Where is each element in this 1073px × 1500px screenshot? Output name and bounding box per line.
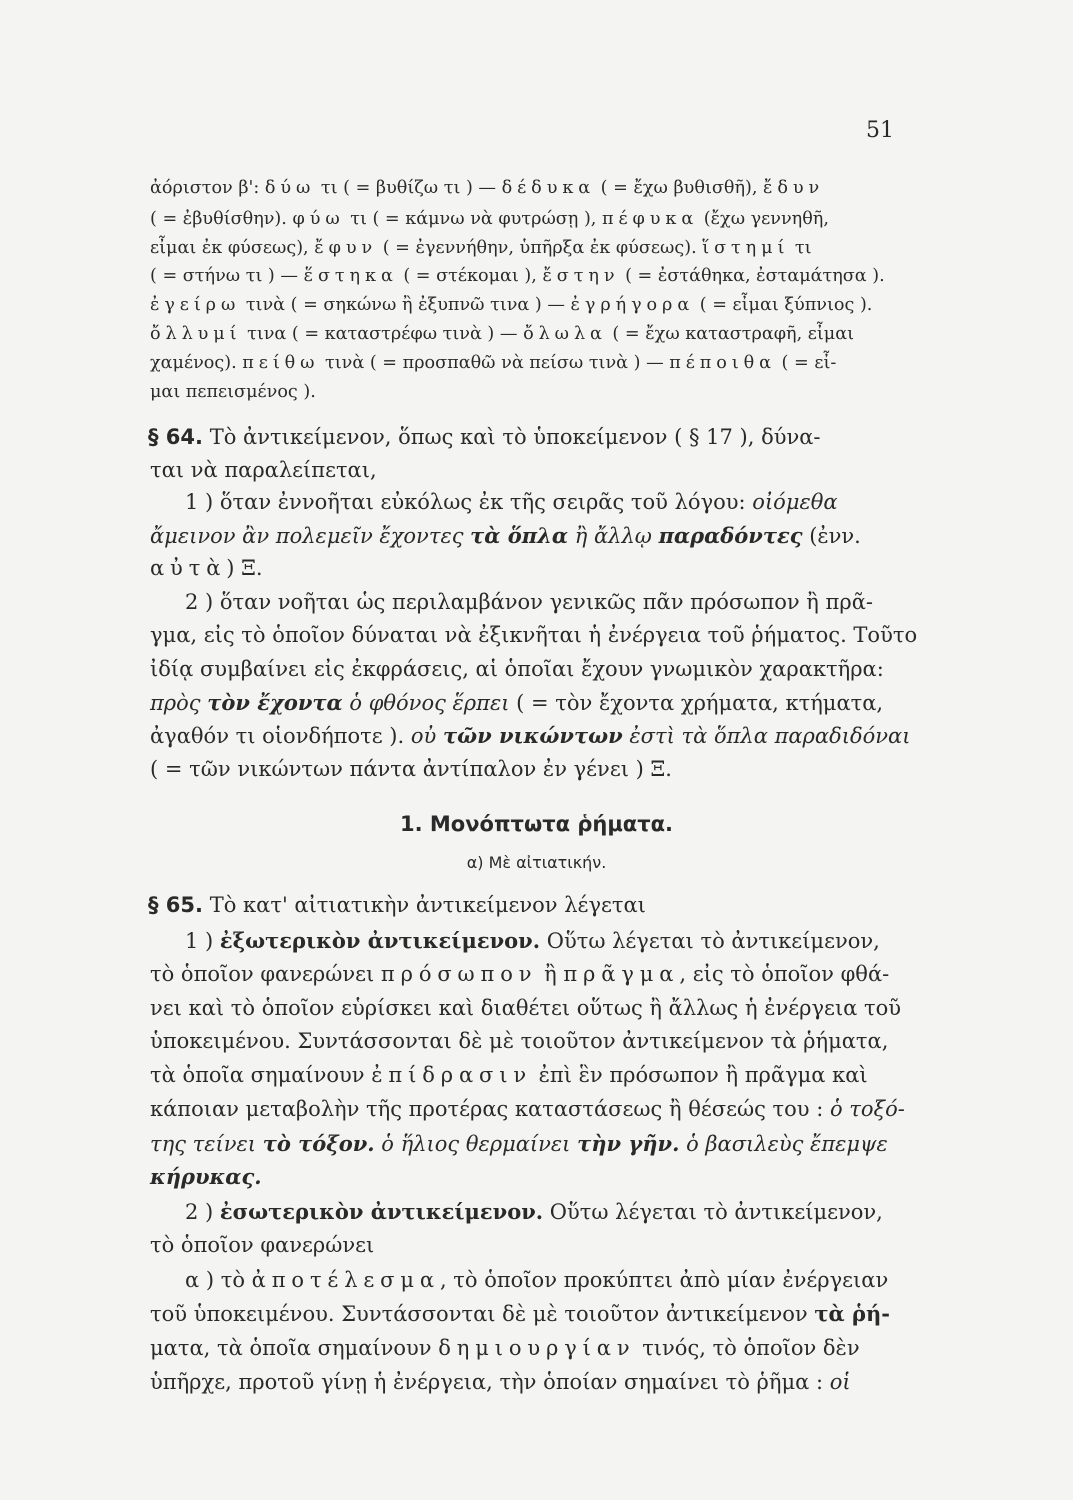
text-span: ( = εἶ- (775, 353, 837, 373)
spaced-word: ἔφυν (314, 238, 378, 258)
italic-text: ὁ ἥλιος θερμαίνει (374, 1132, 578, 1156)
text-span: , εἰς τὸ ὁποῖον φθά- (679, 962, 890, 986)
section-number: § 65. (148, 893, 204, 917)
spaced-word: ἔδυν (763, 178, 825, 198)
spaced-word: ἵστημί (702, 238, 790, 258)
spaced-word: ἐγρήγορα (570, 295, 695, 315)
section-number: § 64. (148, 425, 204, 449)
text-span: τι ( = βυθίζω τι ) — (315, 178, 502, 198)
page-number: 51 (866, 118, 894, 143)
text-span: κάποιαν μεταβολὴν τῆς προτέρας καταστάσεως ἢ θέσεώς του : (150, 1097, 830, 1121)
text-span: Τὸ ἀντικείμενον, ὅπως καὶ τὸ ὑποκείμενον ( § 17 ), δύνα- (203, 425, 821, 449)
text-span: χαμένος). (150, 353, 243, 373)
italic-text: ἄμεινον ἂν πολεμεῖν ἔχοντες (150, 524, 471, 548)
text-span: ( = ἐγεννήθην, ὑπῆρξα ἐκ φύσεως). (377, 238, 703, 258)
spaced-word: πρόσωπον (380, 962, 538, 986)
spaced-word: φύω (292, 209, 345, 229)
text-line (150, 1133, 888, 1155)
italic-text: ὁ τοξό- (829, 1097, 905, 1121)
text-line (150, 1099, 905, 1120)
spaced-word: ἐγείρω (150, 295, 241, 315)
bold-italic-text: τὰ ὅπλα (470, 523, 569, 548)
text-span: ( = ἔχω καταστραφῆ, εἶμαι (606, 324, 854, 344)
italic-text: ὁ φθόνος ἕρπει (342, 691, 510, 715)
text-line: γμα, εἰς τὸ ὁποῖον δύναται νὰ ἐξικνῆται ἡ ἐνέργεια τοῦ ῥήματος. Τοῦτο (150, 623, 918, 647)
italic-text: ἐστὶ τὰ ὅπλα παραδιδόναι (622, 724, 911, 748)
text-line (150, 1065, 868, 1086)
text-span: 2 ) (185, 1200, 220, 1224)
italic-text: οἰόμεθα (752, 490, 838, 514)
spaced-word: πρᾶγμα (563, 962, 680, 986)
text-line (185, 930, 880, 952)
text-span: τινα ( = καταστρέφω τινὰ ) — (241, 324, 524, 344)
text-span: , τὸ ὁποῖον προκύπτει ἀπὸ μίαν ἐνέργειαν (439, 1268, 889, 1292)
text-line (185, 1201, 883, 1223)
text-line (148, 427, 821, 448)
text-line: 2 ) ὅταν νοῆται ὡς περιλαμβάνον γενικῶς πᾶν πρόσωπον ἢ πρᾶ- (185, 590, 873, 614)
spaced-word: δημιουργίαν (438, 1336, 636, 1360)
text-line: κήρυκας. (150, 1164, 262, 1189)
text-line (150, 725, 910, 747)
text-span: ( = τὸν ἔχοντα χρήματα, κτήματα, (509, 691, 884, 715)
text-span: Τὸ κατ' αἰτιατικὴν ἀντικείμενον λέγεται (203, 893, 646, 917)
bold-italic-text: τὸν ἔχοντα (207, 690, 343, 715)
text-line (150, 525, 861, 547)
text-span: τοῦ ὑποκειμένου. Συντάσσονται δὲ μὲ τοιοῦτον ἀντικείμενον (150, 1302, 815, 1326)
bold-italic-text: τῶν νικώντων (442, 723, 623, 748)
italic-text: ὁ βασιλεὺς ἔπεμψε (679, 1132, 888, 1156)
text-span: ( = ἐβυθίσθην). (150, 209, 293, 229)
bold-italic-text: τὴν γῆν. (577, 1131, 680, 1156)
text-span: ( = ἐστάθηκα, ἐσταμάτησα ). (619, 266, 885, 286)
text-line (150, 326, 854, 344)
spaced-word: δύω (264, 178, 316, 198)
text-span: ( = εἶμαι ξύπνιος ). (694, 295, 873, 315)
text-span: τι (789, 238, 812, 258)
subheading: α) Μὲ αἰτιατικήν. (466, 853, 607, 872)
text-span: ( = στήνω τι ) — (150, 266, 304, 286)
text-span: ἀόριστον β': (150, 178, 265, 198)
text-line (150, 1303, 890, 1325)
spaced-word: ὄλωλα (523, 324, 607, 344)
text-line (150, 964, 889, 985)
text-span: Οὕτω λέγεται τὸ ἀντικείμενον, (543, 1200, 883, 1224)
text-span: ἀγαθόν τι οἱονδήποτε ). (150, 724, 411, 748)
italic-text: της τείνει (150, 1132, 263, 1156)
text-line (150, 355, 836, 373)
text-span: ( = στέκομαι ), (397, 266, 543, 286)
text-span: ἢ (537, 962, 564, 986)
text-span: 1 ) (185, 929, 220, 953)
text-line: ται νὰ παραλείπεται, (150, 458, 377, 482)
spaced-word: ἔστην (542, 266, 620, 286)
text-span: (ἔχω γεννηθῆ, (698, 209, 829, 229)
spaced-word: δέδυκα (501, 178, 596, 198)
text-line (150, 211, 829, 229)
spaced-word: ὄλλυμί (150, 324, 242, 344)
text-line (185, 1270, 888, 1291)
text-span: τι ( = κάμνω νὰ φυτρώσῃ ), (344, 209, 602, 229)
text-line (150, 268, 885, 286)
text-span: ) Ξ. (226, 556, 263, 580)
spaced-word: ἀποτέλεσμα (251, 1268, 440, 1292)
spaced-word: πέποιθα (669, 353, 776, 373)
text-span: εἶμαι ἐκ φύσεως), (150, 238, 315, 258)
text-span: ὑπῆρχε, προτοῦ γίνῃ ἡ ἐνέργεια, τὴν ὁποίαν σημαίνει τὸ ῥῆμα : (150, 1370, 830, 1394)
text-line (150, 1338, 860, 1359)
spaced-word: ἕστηκα (303, 266, 398, 286)
spaced-word: αὐτὰ (150, 556, 227, 580)
text-span: ἐπὶ ἓν πρόσωπον ἢ πρᾶγμα καὶ (531, 1063, 868, 1087)
text-span: τὸ ὁποῖον φανερώνει (150, 962, 381, 986)
spaced-word: ἐπίδρασιν (371, 1063, 532, 1087)
text-line (150, 1372, 851, 1393)
text-span: τὰ ὁποῖα σημαίνουν (150, 1063, 372, 1087)
text-span: 1 ) ὅταν ἐννοῆται εὐκόλως ἐκ τῆς σειρᾶς τοῦ λόγου: (185, 490, 753, 514)
text-line (185, 492, 838, 513)
spaced-word: πέφυκα (602, 209, 699, 229)
bold-text: ἐξωτερικὸν ἀντικείμενον. (219, 928, 541, 953)
text-line: μαι πεπεισμένος ). (150, 382, 316, 402)
text-line (150, 240, 812, 258)
italic-text: οἱ (829, 1370, 851, 1394)
text-line: τὸ ὁποῖον φανερώνει (150, 1233, 375, 1257)
text-span: (ἐνν. (802, 524, 861, 548)
bold-italic-text: παραδόντες (658, 523, 803, 548)
text-span: τινός, τὸ ὁποῖον δὲν (635, 1336, 860, 1360)
text-line: ἰδίᾳ συμβαίνει εἰς ἐκφράσεις, αἱ ὁποῖαι ἔχουν γνωμικὸν χαρακτῆρα: (150, 657, 884, 681)
heading: 1. Μονόπτωτα ῥήματα. (399, 812, 674, 836)
text-line (150, 180, 824, 198)
text-span: τινὰ ( = σηκώνω ἢ ἐξυπνῶ τινα ) — (240, 295, 571, 315)
text-span: α ) τὸ (185, 1268, 252, 1292)
bold-text: τὰ ῥή- (814, 1301, 890, 1326)
text-line (150, 558, 263, 579)
text-line (150, 297, 872, 315)
text-span: ματα, τὰ ὁποῖα σημαίνουν (150, 1336, 439, 1360)
bold-text: ἐσωτερικὸν ἀντικείμενον. (219, 1199, 544, 1224)
italic-text: οὐ (410, 724, 443, 748)
italic-text: πρὸς (150, 691, 208, 715)
italic-text: ἢ ἄλλῳ (568, 524, 659, 548)
bold-italic-text: τὸ τόξον. (262, 1131, 375, 1156)
text-line (148, 895, 646, 916)
spaced-word: πείθω (242, 353, 320, 373)
text-line: ὑποκειμένου. Συντάσσονται δὲ μὲ τοιοῦτον ἀντικείμενον τὰ ῥήματα, (150, 1029, 889, 1053)
text-span: τινὰ ( = προσπαθῶ νὰ πείσω τινὰ ) — (319, 353, 670, 373)
text-span: ( = ἔχω βυθισθῆ), (595, 178, 764, 198)
text-line (150, 692, 883, 714)
text-line: νει καὶ τὸ ὁποῖον εὑρίσκει καὶ διαθέτει οὕτως ἢ ἄλλως ἡ ἐνέργεια τοῦ (150, 996, 902, 1020)
text-line: ( = τῶν νικώντων πάντα ἀντίπαλον ἐν γένει ) Ξ. (150, 757, 672, 781)
text-span: Οὕτω λέγεται τὸ ἀντικείμενον, (540, 929, 880, 953)
